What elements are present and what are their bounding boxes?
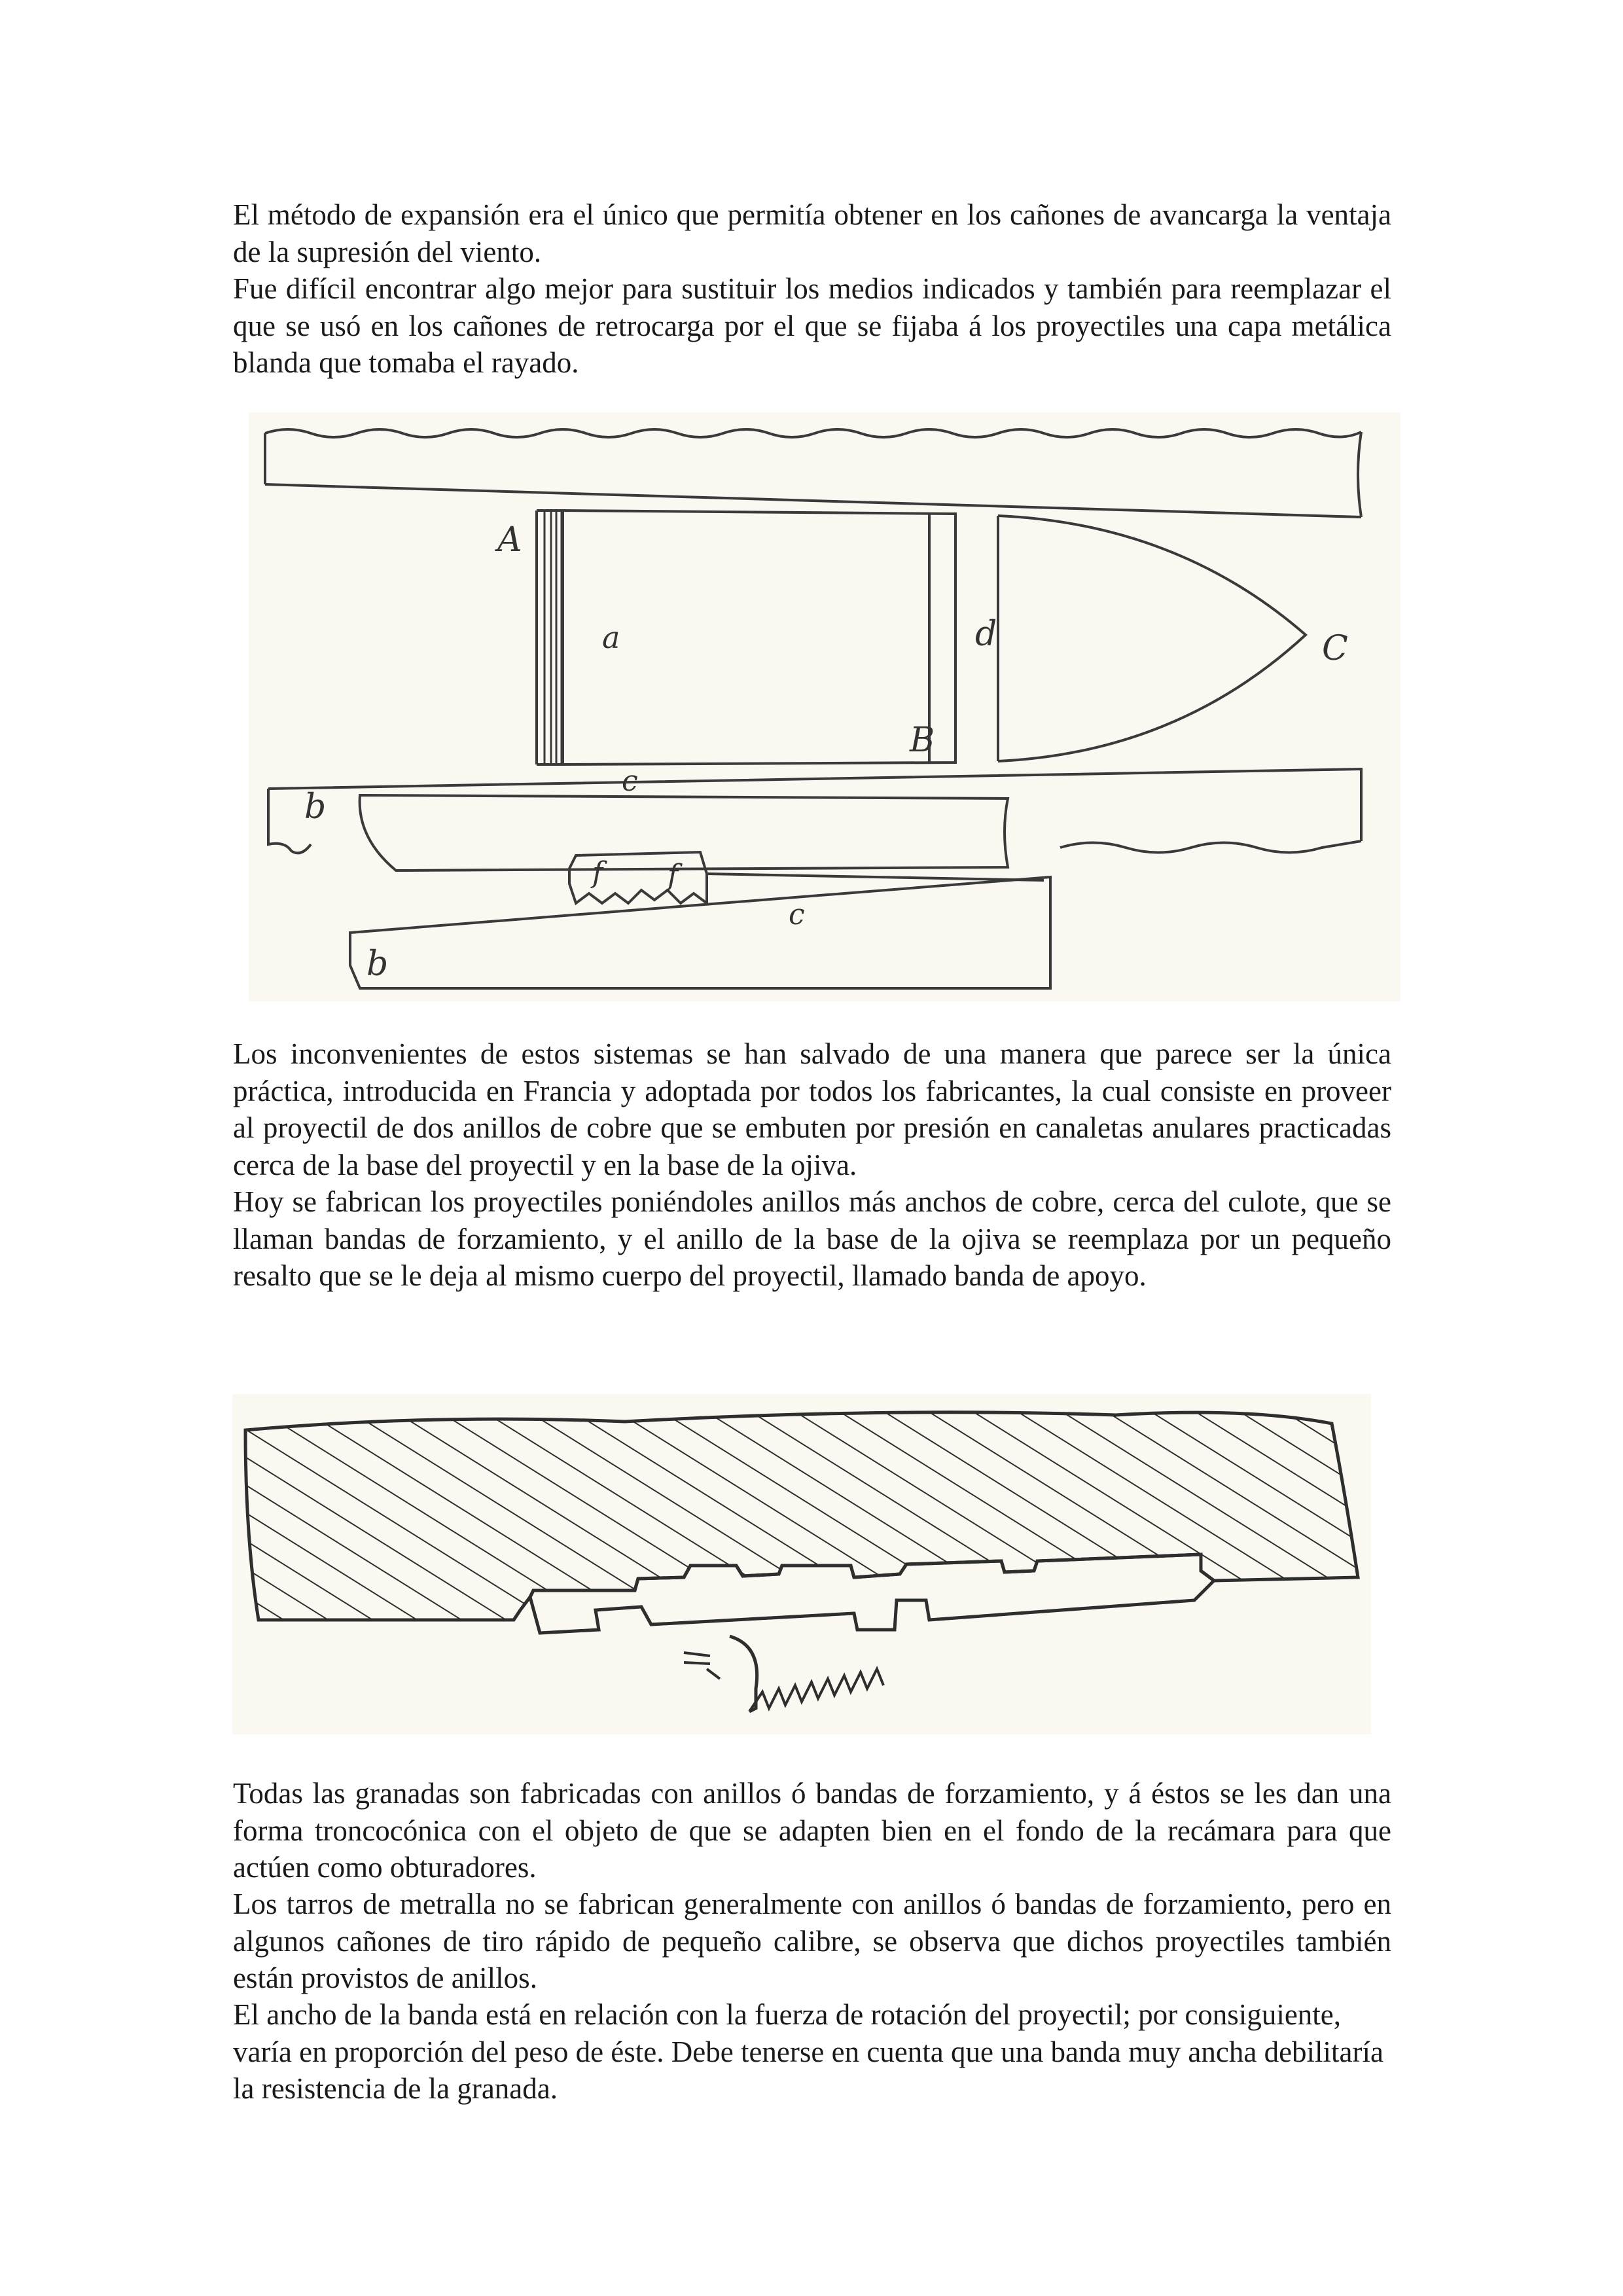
paragraph-soft-metal-layer: Fue difícil encontrar algo mejor para sustituir los medios indicados y también para reemplazar el que se usó en los cañones de retrocarga por el que se fijaba á los proyectiles una capa metálica blanda que tomaba el rayado. [233, 272, 1391, 379]
paragraph-grenades-bands: Todas las granadas son fabricadas con anillos ó bandas de forzamiento, y á éstos se les dan una forma troncocónica con el objeto de que se adapten bien en el fondo de la recámara para que actúen como obturadores. [233, 1777, 1391, 1884]
label-b-upper: b [304, 787, 327, 827]
figure-projectile-in-bore [249, 412, 1400, 1001]
label-C: C [1322, 629, 1348, 668]
label-f-left: f [592, 856, 603, 889]
label-A: A [497, 520, 522, 560]
paragraph-canister-shot: Los tarros de metralla no se fabrican generalmente con anillos ó bandas de forzamiento, pero en algunos cañones de tiro rápido de pequeño calibre, se observa que dichos proyectiles también están provistos de anillos. [233, 1888, 1391, 1994]
paragraph-copper-rings: Los inconvenientes de estos sistemas se han salvado de una manera que parece ser la única práctica, introducida en Francia y adoptada por todos los fabricantes, la cual consiste en proveer al proyectil de dos anillos de cobre que se embuten por presión en canaletas anulares practicadas cerca de la base del proyectil y en la base de la ojiva. [233, 1037, 1391, 1181]
label-a: a [602, 620, 620, 655]
label-c-upper: c [622, 764, 638, 798]
figure-forcing-band-section [232, 1394, 1371, 1734]
paragraph-band-width: El ancho de la banda está en relación con la fuerza de rotación del proyectil; por consiguiente, varía en proporción del peso de éste. Debe tenerse en cuenta que una banda muy ancha debilitaría la resistencia de la granada. [233, 1998, 1383, 2105]
figure-forcing-band-drawing [232, 1394, 1371, 1734]
figure-projectile-in-bore-drawing [249, 412, 1400, 1001]
label-f-right: f [668, 859, 679, 892]
paragraph-forcing-bands: Hoy se fabrican los proyectiles poniéndoles anillos más anchos de cobre, cerca del culote, que se llaman bandas de forzamiento, y el anillo de la base de la ojiva se reemplaza por un pequeño resalto que se le deja al mismo cuerpo del proyectil, llamado banda de apoyo. [233, 1185, 1391, 1292]
label-c-lower: c [789, 898, 805, 931]
label-d: d [975, 615, 997, 654]
label-B: B [910, 721, 935, 760]
label-b-lower: b [366, 944, 389, 984]
paragraph-expansion-method: El método de expansión era el único que permitía obtener en los cañones de avancarga la ventaja de la supresión del viento. [233, 198, 1391, 268]
